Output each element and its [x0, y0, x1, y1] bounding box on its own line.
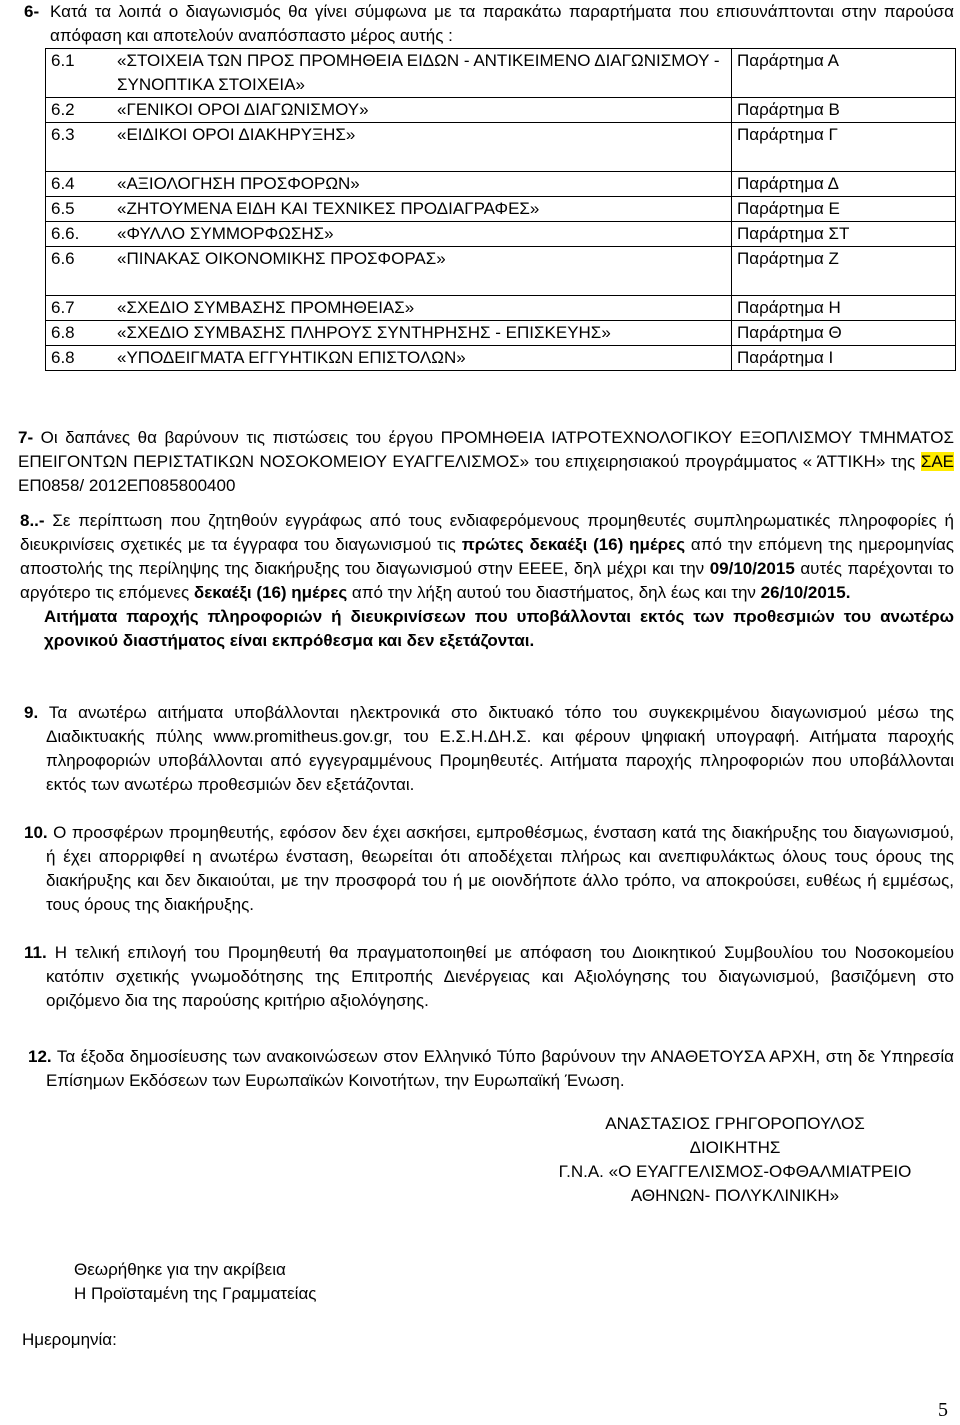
annex-row [46, 123, 956, 172]
item-8 [20, 509, 954, 653]
organization-line-2: ΑΘΗΝΩΝ- ΠΟΛΥΚΛΙΝΙΚΗ» [630, 1186, 840, 1205]
annex-num: 6.2 [46, 98, 113, 123]
item-8-b3: δεκαέξι (16) ημέρες [193, 583, 348, 602]
annex-num: 6.1 [46, 49, 113, 98]
annex-annex: Παράρτημα Ι [732, 346, 956, 371]
certification-line-1: Θεωρήθηκε για την ακρίβεια [74, 1260, 286, 1279]
annex-title: «ΖΗΤΟΥΜΕΝΑ ΕΙΔΗ ΚΑΙ ΤΕΧΝΙΚΕΣ ΠΡΟΔΙΑΓΡΑΦΕΣ» [112, 197, 732, 222]
annex-row [46, 197, 956, 222]
item-8-t2: από την επόμενη της ημερομηνίας αποστολής της περίληψης της διακήρυξης του διαγωνισμού στην ΕΕΕΕ, δηλ μέχρι και την [20, 535, 954, 578]
item-6 [24, 0, 954, 48]
annex-row [46, 49, 956, 98]
item-8-b4: 26/10/2015. [760, 583, 851, 602]
annex-title: «ΥΠΟΔΕΙΓΜΑΤΑ ΕΓΓΥΗΤΙΚΩΝ ΕΠΙΣΤΟΛΩΝ» [112, 346, 732, 371]
item-8-bold-paragraph: Αιτήματα παροχής πληροφοριών ή διευκρινίσεων που υποβάλλονται εκτός των προθεσμιών του ανωτέρω χρονικού διαστήματος είναι εκπρόθεσμα και δεν εξετάζονται. [44, 607, 954, 650]
annex-annex: Παράρτημα Β [732, 98, 956, 123]
item-7-text-b: ΕΠ0858/ 2012ΕΠ085800400 [18, 476, 236, 495]
annex-row [46, 346, 956, 371]
item-7-number: 7- [18, 428, 34, 447]
item-11-number: 11. [24, 943, 47, 962]
annex-num: 6.4 [46, 172, 113, 197]
item-10-number: 10. [24, 823, 48, 842]
annex-row [46, 321, 956, 346]
annex-num: 6.7 [46, 296, 113, 321]
signature-block [510, 1112, 960, 1208]
item-12-number: 12. [28, 1047, 52, 1066]
annex-title: «ΓΕΝΙΚΟΙ ΟΡΟΙ ΔΙΑΓΩΝΙΣΜΟΥ» [112, 98, 732, 123]
annex-row [46, 98, 956, 123]
annex-annex: Παράρτημα Θ [732, 321, 956, 346]
item-8-b1: πρώτες δεκαέξι (16) ημέρες [461, 535, 686, 554]
item-8-number: 8..- [20, 511, 45, 530]
annex-title: «ΦΥΛΛΟ ΣΥΜΜΟΡΦΩΣΗΣ» [112, 222, 732, 247]
item-11-text: Η τελική επιλογή του Προμηθευτή θα πραγματοποιηθεί με απόφαση του Διοικητικού Συμβουλίου του Νοσοκομείου κατόπιν σχετικής γνωμοδότησης της Επιτροπής Διενέργειας και Αξιολόγησης του διαγωνισμού, βασιζόμενη στο οριζόμενο δια της παρούσης κριτήριο αξιολόγησης. [46, 943, 954, 1010]
item-12 [28, 1045, 954, 1093]
item-8-t3: αυτές παρέχονται το αργότερο τις επόμενες [20, 559, 954, 602]
annex-annex: Παράρτημα Ε [732, 197, 956, 222]
annex-row [46, 222, 956, 247]
annex-table [45, 48, 956, 371]
item-6-number: 6- [24, 2, 40, 21]
signatory-name: ΑΝΑΣΤΑΣΙΟΣ ΓΡΗΓΟΡΟΠΟΥΛΟΣ [605, 1114, 865, 1133]
annex-title: «ΣΧΕΔΙΟ ΣΥΜΒΑΣΗΣ ΠΡΟΜΗΘΕΙΑΣ» [112, 296, 732, 321]
annex-num: 6.8 [46, 346, 113, 371]
item-9 [24, 701, 954, 797]
item-10-text: Ο προσφέρων προμηθευτής, εφόσον δεν έχει ασκήσει, εμπροθέσμως, ένσταση κατά της διακήρυξης του διαγωνισμού, ή έχει απορριφθεί η ανωτέρω ένσταση, θεωρείται ότι αποδέχεται πλήρως και ανεπιφυλάκτως όλους τους όρους της διακήρυξης και δεν δικαιούται, με την προσφορά του ή με οιονδήποτε άλλο τρόπο, να αποκρούσει, ευθέως ή εμμέσως, τους όρους της διακήρυξης. [46, 823, 954, 914]
item-8-b2: 09/10/2015 [709, 559, 795, 578]
annex-annex: Παράρτημα Γ [732, 123, 956, 172]
annex-num: 6.8 [46, 321, 113, 346]
annex-title: «ΣΧΕΔΙΟ ΣΥΜΒΑΣΗΣ ΠΛΗΡΟΥΣ ΣΥΝΤΗΡΗΣΗΣ - ΕΠΙΣΚΕΥΗΣ» [112, 321, 732, 346]
annex-num: 6.6 [46, 247, 113, 296]
annex-annex: Παράρτημα Ζ [732, 247, 956, 296]
annex-row [46, 172, 956, 197]
annex-num: 6.3 [46, 123, 113, 172]
organization-line-1: Γ.Ν.Α. «Ο ΕΥΑΓΓΕΛΙΣΜΟΣ-ΟΦΘΑΛΜΙΑΤΡΕΙΟ [558, 1162, 912, 1181]
item-11 [24, 941, 954, 1013]
certification-line-2: Η Προϊσταμένη της Γραμματείας [74, 1284, 317, 1303]
annex-title: «ΠΙΝΑΚΑΣ ΟΙΚΟΝΟΜΙΚΗΣ ΠΡΟΣΦΟΡΑΣ» [112, 247, 732, 296]
item-8-t1: Σε περίπτωση που ζητηθούν εγγράφως από τους ενδιαφερόμενους προμηθευτές συμπληρωματικές πληροφορίες ή διευκρινίσεις σχετικές με τα έγγραφα του διαγωνισμού τις [20, 511, 954, 554]
signatory-role: ΔΙΟΙΚΗΤΗΣ [689, 1138, 781, 1157]
annex-title: «ΑΞΙΟΛΟΓΗΣΗ ΠΡΟΣΦΟΡΩΝ» [112, 172, 732, 197]
item-6-text: Κατά τα λοιπά ο διαγωνισμός θα γίνει σύμφωνα με τα παρακάτω παραρτήματα που επισυνάπτονται στην παρούσα απόφαση και αποτελούν αναπόσπαστο μέρος αυτής : [50, 2, 954, 45]
annex-row [46, 247, 956, 296]
annex-annex: Παράρτημα Η [732, 296, 956, 321]
item-7-highlight: ΣΑΕ [920, 452, 954, 471]
annex-num: 6.6. [46, 222, 113, 247]
item-8-t4: από την λήξη αυτού του διαστήματος, δηλ έως και την [347, 583, 761, 602]
annex-annex: Παράρτημα Δ [732, 172, 956, 197]
item-9-text: Τα ανωτέρω αιτήματα υποβάλλονται ηλεκτρονικά στο δικτυακό τόπο του συγκεκριμένου διαγωνισμού μέσω της Διαδικτυακής πύλης www.promitheus.gov.gr, του Ε.Σ.Η.ΔΗ.Σ. και φέρουν ψηφιακή υπογραφή. Αιτήματα παροχής πληροφοριών υποβάλλονται από εγγεγραμμένους Προμηθευτές. Αιτήματα παροχής πληροφοριών που υποβάλλονται εκτός των ανωτέρω προθεσμιών δεν εξετάζονται. [38, 703, 954, 794]
item-10 [24, 821, 954, 917]
page-number: 5 [938, 1399, 948, 1421]
date-label: Ημερομηνία: [22, 1330, 117, 1349]
annex-annex: Παράρτημα Α [732, 49, 956, 98]
annex-title: «ΕΙΔΙΚΟΙ ΟΡΟΙ ΔΙΑΚΗΡΥΞΗΣ» [112, 123, 732, 172]
item-7 [18, 426, 954, 498]
item-7-text-a: Οι δαπάνες θα βαρύνουν τις πιστώσεις του έργου ΠΡΟΜΗΘΕΙΑ ΙΑΤΡΟΤΕΧΝΟΛΟΓΙΚΟΥ ΕΞΟΠΛΙΣΜΟΥ ΤΜΗΜΑΤΟΣ ΕΠΕΙΓΟΝΤΩΝ ΠΕΡΙΣΤΑΤΙΚΩΝ ΝΟΣΟΚΟΜΕΙΟΥ ΕΥΑΓΓΕΛΙΣΜΟΣ» του επιχειρησιακού προγράμματος « ΆΤΤΙΚΗ» της [18, 428, 954, 471]
item-12-text: Τα έξοδα δημοσίευσης των ανακοινώσεων στον Ελληνικό Τύπο βαρύνουν την ΑΝΑΘΕΤΟΥΣΑ ΑΡΧΗ, στη δε Υπηρεσία Επίσημων Εκδόσεων των Ευρωπαϊκών Κοινοτήτων, την Ευρωπαϊκή Ένωση. [46, 1047, 954, 1090]
annex-row [46, 296, 956, 321]
certification-block [74, 1258, 316, 1306]
annex-annex: Παράρτημα ΣΤ [732, 222, 956, 247]
item-9-number: 9. [24, 703, 39, 722]
annex-title: «ΣΤΟΙΧΕΙΑ ΤΩΝ ΠΡΟΣ ΠΡΟΜΗΘΕΙΑ ΕΙΔΩΝ - ΑΝΤΙΚΕΙΜΕΝΟ ΔΙΑΓΩΝΙΣΜΟΥ - ΣΥΝΟΠΤΙΚΑ ΣΤΟΙΧΕΙΑ» [112, 49, 732, 98]
annex-num: 6.5 [46, 197, 113, 222]
